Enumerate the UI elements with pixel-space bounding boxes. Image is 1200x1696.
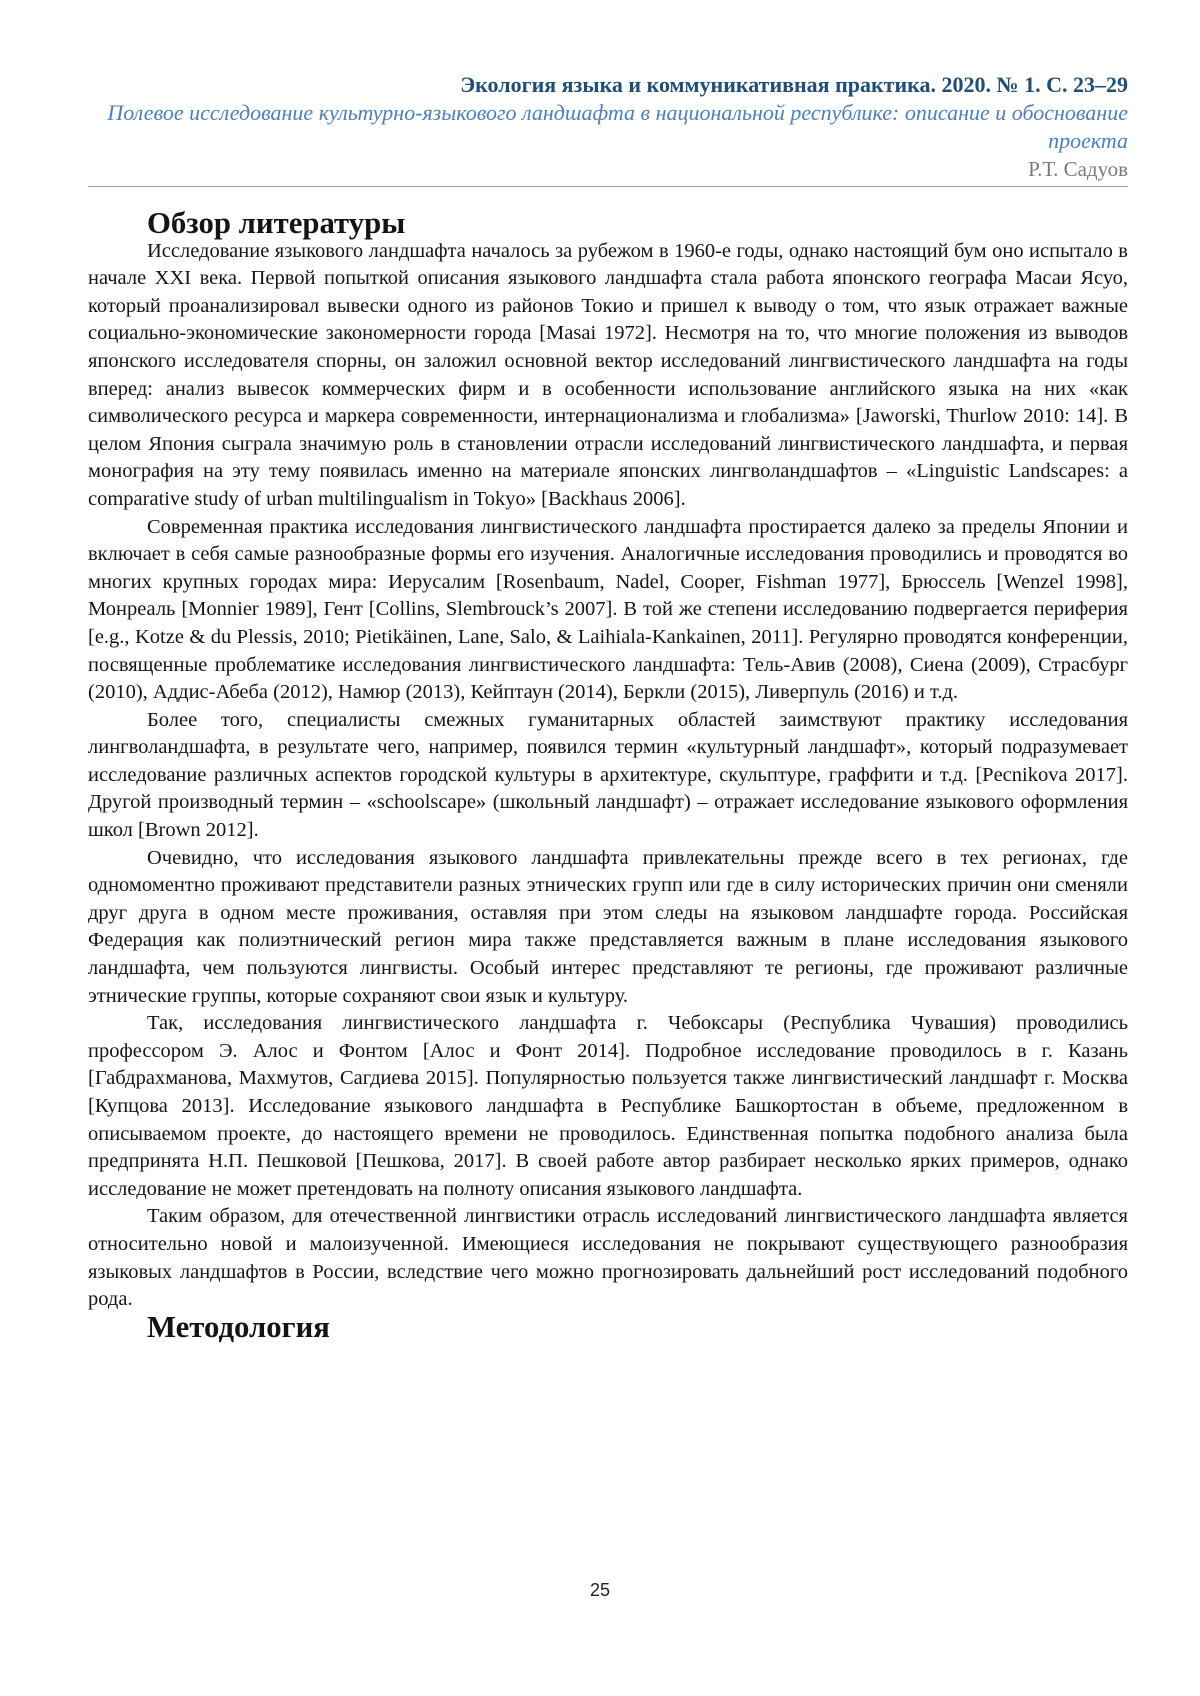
paragraph: Современная практика исследования лингвистического ландшафта простирается далеко за пределы Японии и включает в себя самые разнообразные формы его изучения. Аналогичные исследования проводились и проводятся во многих крупных городах мира: Иерусалим [Rosenbaum, Nadel, Cooper, Fishman 1977], Брюссель [Wenzel 1998], Монреаль [Monnier 1989], Гент [Collins, Slembrouck’s 2007]. В той же степени исследованию подвергается периферия [e.g., Kotze & du Plessis, 2010; Pietikäinen, Lane, Salo, & Laihiala-Kankainen, 2011]. Регулярно проводятся конференции, посвященные проблематике исследования лингвистического ландшафта: Тель-Авив (2008), Сиена (2009), Страсбург (2010), Аддис-Абеба (2012), Намюр (2013), Кейптаун (2014), Беркли (2015), Ливерпуль (2016) и т.д. — [88, 515, 1128, 704]
header-divider — [88, 186, 1128, 187]
article-body — [88, 206, 1128, 1344]
article-author: Р.Т. Садуов — [1028, 157, 1128, 181]
paragraph: Очевидно, что исследования языкового ландшафта привлекательны прежде всего в тех регионах, где одномоментно проживают представители разных этнических групп или где в силу исторических причин они сменяли друг друга в одном месте проживания, оставляя при этом следы на языковом ландшафте города. Российская Федерация как полиэтнический регион мира также представляется важным в плане исследования языкового ландшафта, чем пользуются лингвисты. Особый интерес представляют те регионы, где проживают различные этнические группы, которые сохраняют свои язык и культуру. — [88, 846, 1128, 1007]
journal-citation: Экология языка и коммуникативная практика. 2020. № 1. С. 23–29 — [460, 72, 1128, 97]
section-methodology — [88, 1309, 1128, 1344]
section-heading: Обзор литературы — [147, 206, 406, 240]
paragraph: Более того, специалисты смежных гуманитарных областей заимствуют практику исследования лингволандшафта, в результате чего, например, появился термин «культурный ландшафт», который подразумевает исследование различных аспектов городской культуры в архитектуре, скульптуре, граффити и т.д. [Pecnikova 2017]. Другой производный термин – «schoolscape» (школьный ландшафт) – отражает исследование языкового оформления школ [Brown 2012]. — [88, 708, 1128, 842]
paragraph: Исследование языкового ландшафта началось за рубежом в 1960-е годы, однако настоящий бум оно испытало в начале XXI века. Первой попыткой описания языкового ландшафта стала работа японского географа Масаи Ясуо, который проанализировал вывески одного из районов Токио и пришел к выводу о том, что язык отражает важные социально-экономические закономерности города [Masai 1972]. Несмотря на то, что многие положения из выводов японского исследователя спорны, он заложил основной вектор исследований лингвистического ландшафта на годы вперед: анализ вывесок коммерческих фирм и в особенности использование английского языка на них «как символического ресурса и маркера современности, интернационализма и глобализма» [Jaworski, Thurlow 2010: 14]. В целом Япония сыграла значимую роль в становлении отрасли исследований лингвистического ландшафта, и первая монография на эту тему появилась именно на материале японских лингволандшафтов – «Linguistic Landscapes: a comparative study of urban multilingualism in Tokyo» [Backhaus 2006]. — [88, 239, 1128, 510]
section-literature-review — [88, 206, 1128, 1314]
running-header — [88, 70, 1128, 183]
paragraph: Так, исследования лингвистического ландшафта г. Чебоксары (Республика Чувашия) проводились профессором Э. Алос и Фонтом [Алос и Фонт 2014]. Подробное исследование проводилось в г. Казань [Габдрахманова, Махмутов, Сагдиева 2015]. Популярностью пользуется также лингвистический ландшафт г. Москва [Купцова 2013]. Исследование языкового ландшафта в Республике Башкортостан в объеме, предложенном в описываемом проекте, до настоящего времени не проводилось. Единственная попытка подобного анализа была предпринята Н.П. Пешковой [Пешкова, 2017]. В своей работе автор разбирает несколько ярких примеров, однако исследование не может претендовать на полноту описания языкового ландшафта. — [88, 1012, 1128, 1200]
article-title: Полевое исследование культурно-языкового ландшафта в национальной республике: описание и обоснование проекта — [107, 100, 1128, 153]
paragraph: Таким образом, для отечественной лингвистики отрасль исследований лингвистического ландшафта является относительно новой и малоизученной. Имеющиеся исследования не покрывают существующего разнообразия языковых ландшафтов в России, вследствие чего можно прогнозировать дальнейший рост исследований подобного рода. — [88, 1205, 1128, 1311]
page-number: 25 — [589, 1580, 611, 1600]
section-heading: Методология — [147, 1309, 330, 1344]
